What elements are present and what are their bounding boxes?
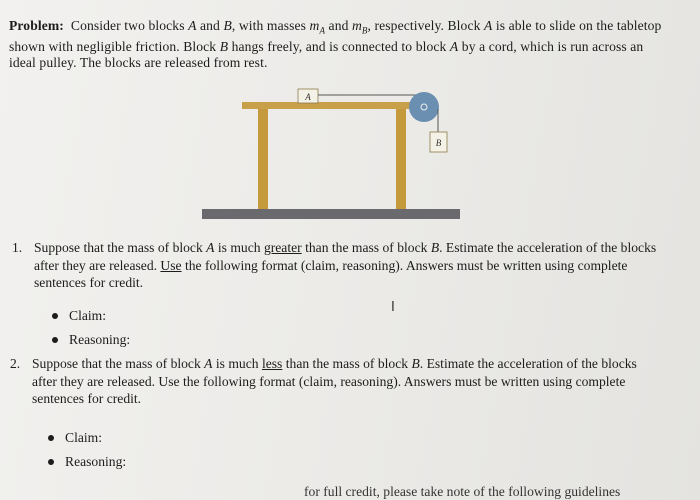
text-cursor-icon: I — [391, 300, 395, 315]
block-b-label: B — [435, 138, 442, 148]
table-pulley-figure — [200, 82, 462, 226]
table-leg-right — [396, 107, 406, 209]
question-2-bullets — [48, 426, 126, 474]
list-item — [52, 328, 130, 352]
question-2 — [10, 355, 664, 408]
question-1-bullets — [52, 304, 130, 352]
problem-label: Problem: — [9, 18, 64, 33]
reasoning-label: Reasoning: — [69, 332, 131, 347]
bullet-dot — [48, 459, 54, 465]
list-item — [52, 304, 130, 328]
question-1 — [12, 239, 662, 292]
tabletop — [242, 102, 422, 109]
list-item — [48, 450, 126, 474]
list-item — [48, 426, 126, 450]
reasoning-label: Reasoning: — [65, 454, 127, 469]
floor — [202, 209, 460, 219]
pulley — [409, 92, 439, 122]
question-number: 2. — [10, 356, 21, 371]
table-leg-left — [258, 107, 268, 209]
question-text: Suppose that the mass of block A is much greater than the mass of block B. Estimate the acceleration of the blocks after they are released. Use the following format (claim, reasoning). Answers must be written using complete sentences for credit. — [34, 240, 657, 291]
bullet-dot — [48, 435, 54, 441]
claim-label: Claim: — [65, 430, 103, 445]
bullet-dot — [52, 337, 58, 343]
question-text: Suppose that the mass of block A is much less than the mass of block B. Estimate the acceleration of the blocks after they are released. Use the following format (claim, reasoning). Answers must be written using complete sentences for credit. — [32, 356, 637, 407]
question-number: 1. — [12, 240, 23, 255]
problem-statement — [9, 18, 669, 70]
claim-label: Claim: — [69, 308, 107, 323]
footer-note: for full credit, please take note of the following guidelines — [304, 484, 621, 499]
problem-text: Consider two blocks A and B, with masses $m_A$ and $m_B$, respectively. Block A is able to slide on the tabletop shown with negligible friction. Block B hangs freely, and is connected to block A by a cord, which is run across an ideal pulley. The blocks are released from rest. — [9, 18, 662, 70]
block-a-label: A — [305, 92, 311, 102]
bullet-dot — [52, 313, 58, 319]
